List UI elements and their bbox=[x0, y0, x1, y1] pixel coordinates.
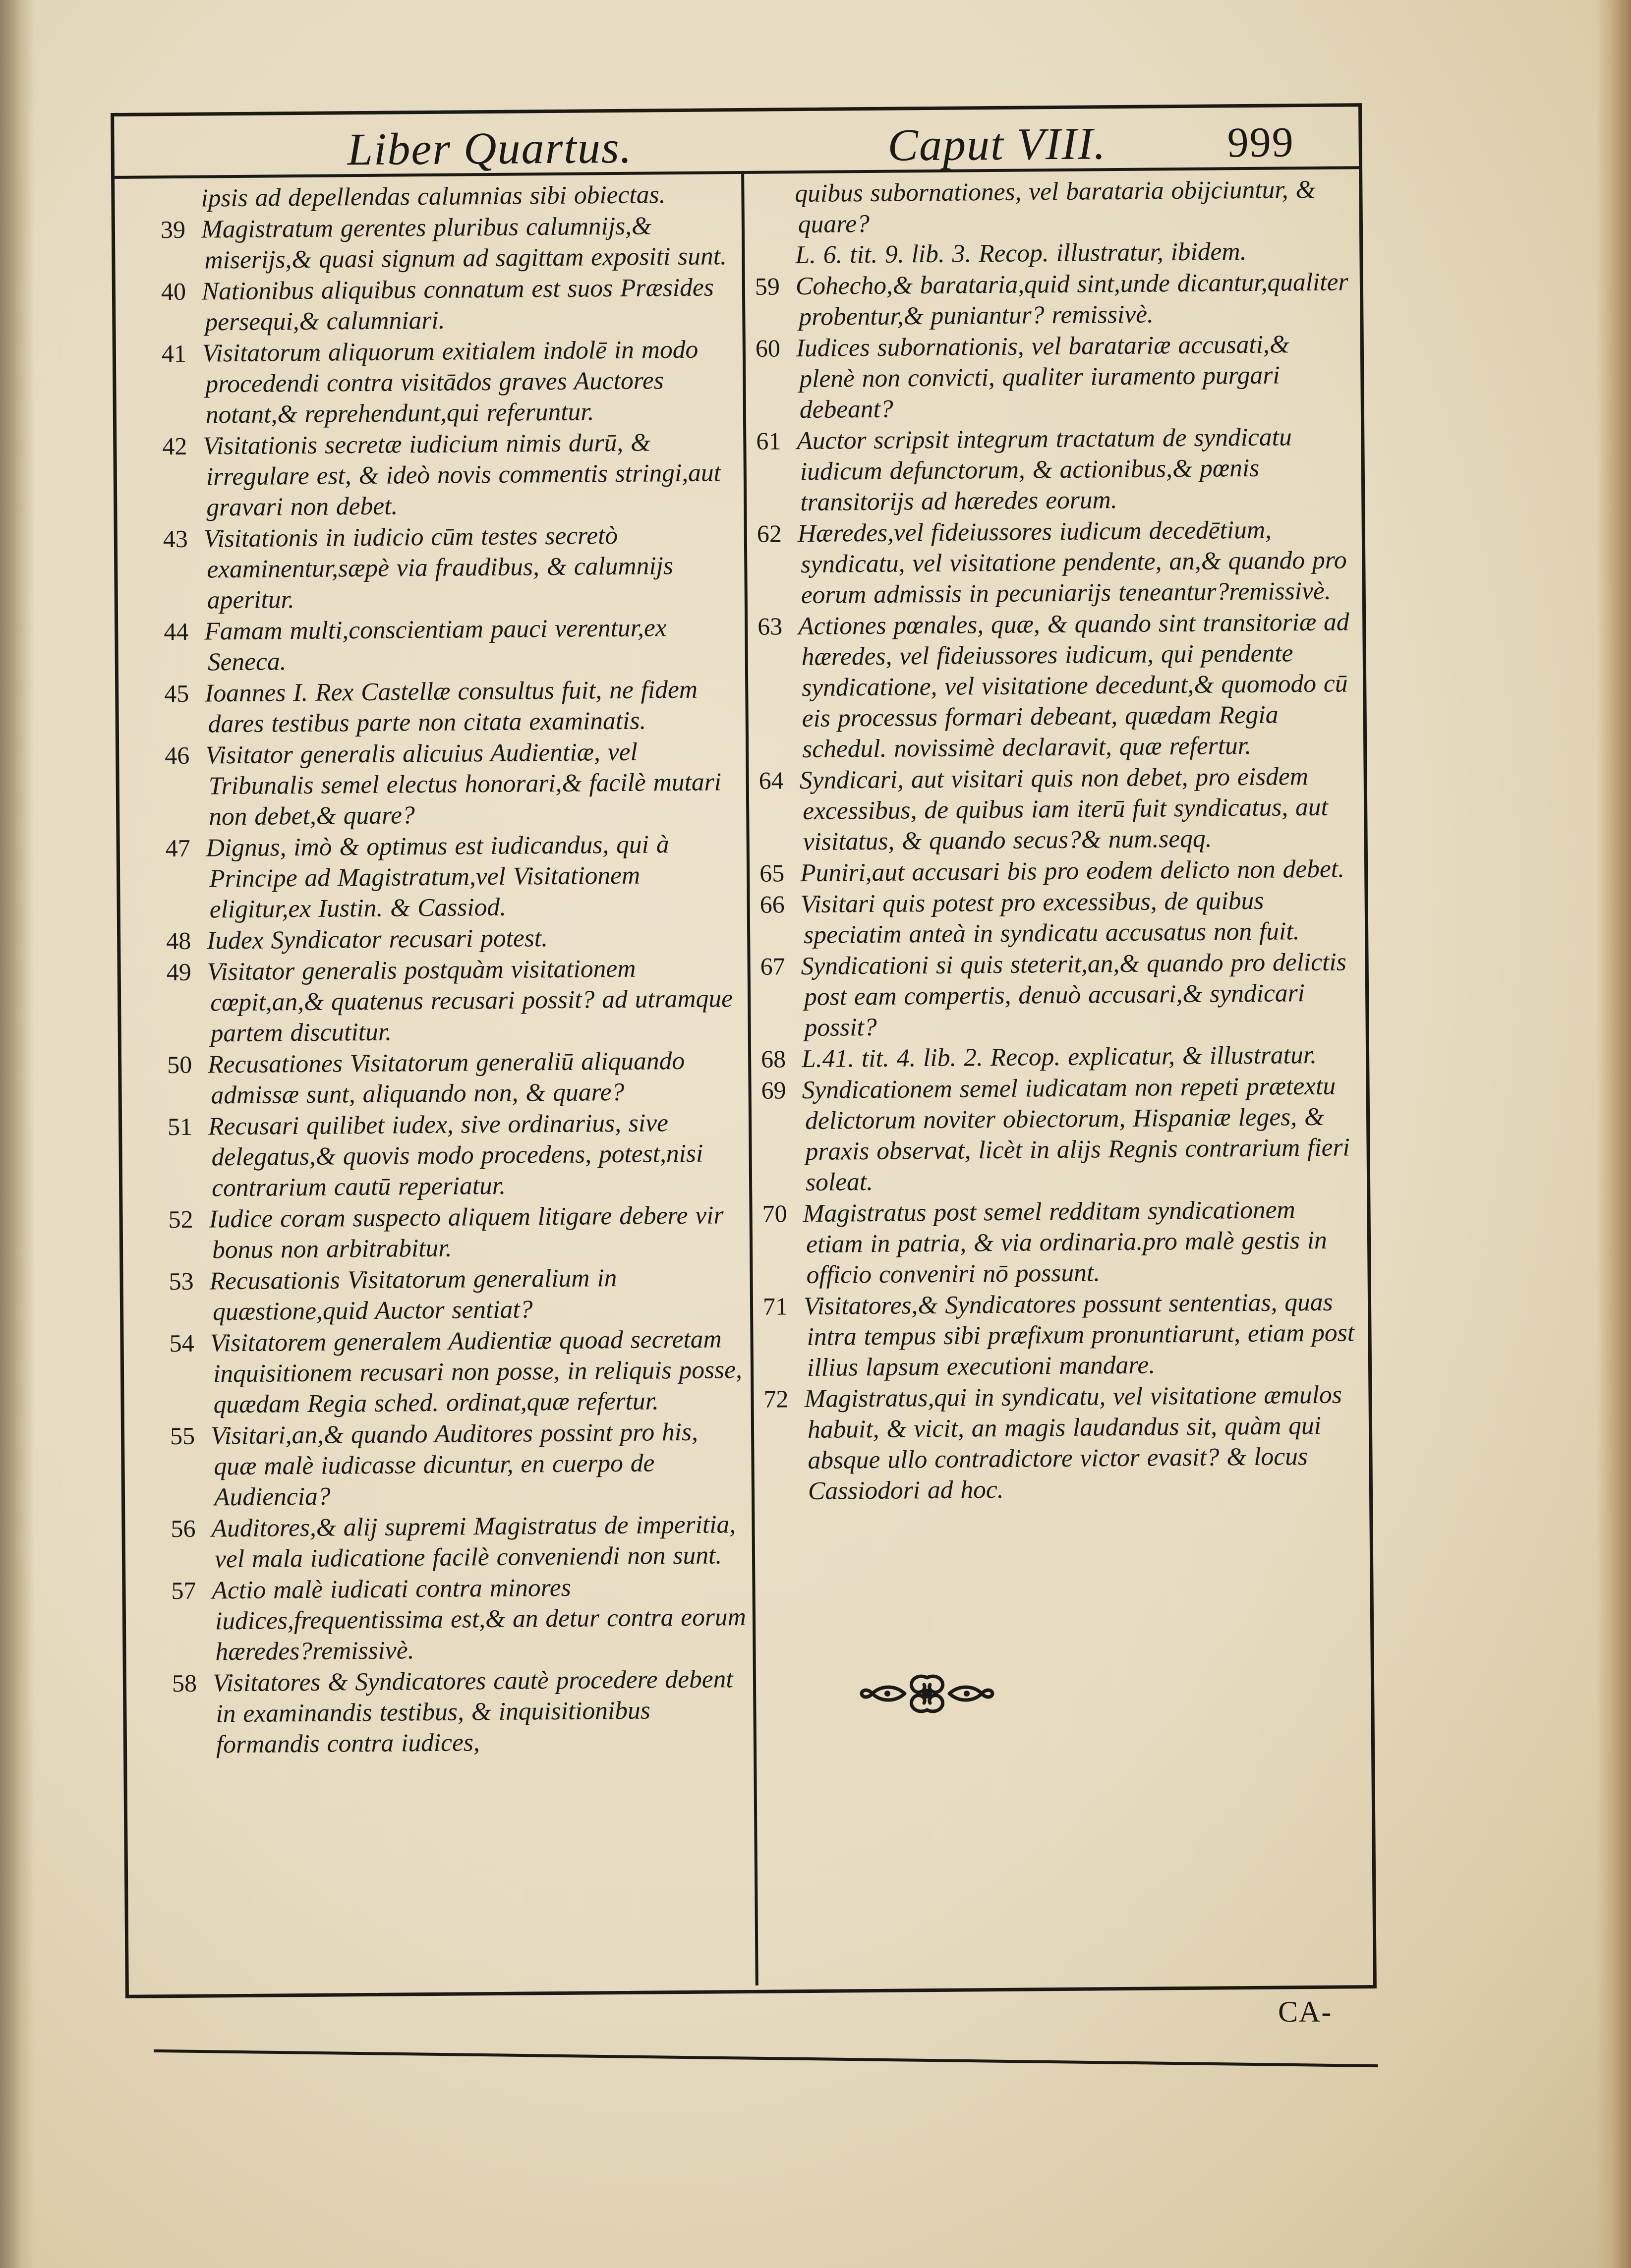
entry-number: 45 bbox=[164, 679, 189, 708]
summary-entry bbox=[756, 421, 1351, 518]
entry-text: Famam multi,conscientiam pauci verentur,ex Seneca. bbox=[204, 614, 667, 677]
summary-entry bbox=[761, 1039, 1356, 1075]
entry-number: 69 bbox=[761, 1076, 786, 1104]
entry-number: 40 bbox=[161, 277, 186, 306]
entry-number: 41 bbox=[161, 339, 187, 368]
summary-entry bbox=[170, 1416, 746, 1513]
entry-text: Magistratum gerentes pluribus calumnijs,& miserijs,& quasi signum ad sagittam expositi sunt. bbox=[201, 212, 727, 275]
entry-number: 72 bbox=[763, 1385, 789, 1413]
left-column bbox=[160, 179, 748, 1760]
entry-number: 63 bbox=[757, 612, 783, 640]
entry-number: 60 bbox=[755, 334, 781, 362]
entry-number: 48 bbox=[166, 926, 191, 955]
entry-number: 67 bbox=[760, 952, 785, 980]
running-head-book: Liber Quartus. bbox=[347, 121, 633, 175]
entry-text: Auditores,& alij supremi Magistratus de imperitia, vel mala iudicatione facilè conveniendi non sunt. bbox=[211, 1510, 736, 1574]
summary-entry bbox=[757, 513, 1352, 611]
entry-text: Magistratus post semel redditam syndicationem etiam in patria, & via ordinaria.pro malè gestis in officio conveniri nō possunt. bbox=[803, 1195, 1328, 1290]
entry-number: 46 bbox=[165, 741, 190, 770]
entry-text: quibus subornationes, vel barataria obijciuntur, & quare? bbox=[795, 175, 1316, 239]
entry-text: Syndicari, aut visitari quis non debet, pro eisdem excessibus, de quibus iam iterū fuit syndicatus, aut visitatus, & quando secus?& num.seqq. bbox=[799, 762, 1329, 856]
entry-text: Iudices subornationis, vel baratariæ accusati,& plenè non convicti, qualiter iuramento purgari debeant? bbox=[796, 330, 1290, 424]
entry-text: Actiones pœnales, quæ, & quando sint transitoriæ ad hæredes, vel fideiussores iudicum, qui pendente syndicatione, vel visitatione decedunt,& quomodo cū eis processus formari debeant, quædam Regia schedul. novissimè declaravit, quæ refertur. bbox=[798, 608, 1349, 764]
summary-entry bbox=[762, 1193, 1357, 1291]
entry-number: 62 bbox=[757, 519, 782, 548]
summary-entry bbox=[168, 1199, 744, 1266]
summary-entry bbox=[760, 946, 1355, 1043]
page-number: 999 bbox=[1227, 118, 1295, 167]
entry-text: Visitatorum aliquorum exitialem indolē in modo procedendi contra visitādos graves Auctores notant,& reprehendunt,qui referuntur. bbox=[202, 335, 699, 429]
entry-text: Ioannes I. Rex Castellæ consultus fuit, ne fidem dares testibus parte non citata examinatis. bbox=[205, 675, 698, 738]
summary-entry bbox=[759, 853, 1354, 889]
summary-entry bbox=[168, 1107, 743, 1204]
entry-text: Syndicationi si quis steterit,an,& quando pro delictis post eam compertis, denuò accusari,& syndicari possit? bbox=[801, 948, 1346, 1042]
summary-entry bbox=[160, 179, 735, 214]
entry-text: Actio malè iudicati contra minores iudices,frequentissima est,& an detur contra eorum hæredes?remissivè. bbox=[212, 1573, 747, 1666]
entry-number: 56 bbox=[171, 1514, 196, 1543]
bottom-rule bbox=[154, 2049, 1378, 2067]
entry-number: 64 bbox=[758, 766, 784, 794]
summary-entry bbox=[166, 828, 741, 925]
entry-number: 58 bbox=[172, 1669, 197, 1698]
entry-text: Visitationis in iudicio cūm testes secretò examinentur,sæpè via fraudibus, & calumnijs aperitur. bbox=[203, 521, 674, 615]
entry-number bbox=[755, 263, 796, 264]
summary-entry bbox=[172, 1663, 748, 1760]
entry-number: 43 bbox=[163, 524, 188, 553]
summary-entry bbox=[167, 1045, 743, 1111]
entry-text: Visitatores & Syndicatores cautè procedere debent in examinandis testibus, & inquisitionibus formandis contra iudices, bbox=[212, 1665, 733, 1759]
entry-number: 39 bbox=[160, 215, 186, 244]
entry-text: Visitator generalis alicuius Audientiæ, vel Tribunalis semel electus honorari,& facilè mutari non debet,& quare? bbox=[205, 737, 722, 831]
fleuron-ornament-icon bbox=[858, 1668, 996, 1720]
summary-entry bbox=[759, 884, 1355, 951]
summary-entry bbox=[757, 606, 1353, 765]
spine-shadow bbox=[0, 0, 35, 2268]
entry-text: Puniri,aut accusari bis pro eodem delicto non debet. bbox=[800, 854, 1345, 888]
entry-number: 44 bbox=[164, 617, 189, 646]
entry-text: Visitari quis potest pro excessibus, de quibus speciatim anteà in syndicatu accusatus non fuit. bbox=[800, 886, 1300, 950]
summary-entry bbox=[171, 1571, 747, 1668]
summary-entry bbox=[761, 1070, 1357, 1198]
page-fore-edge bbox=[1596, 0, 1631, 2268]
summary-entry bbox=[161, 272, 737, 338]
summary-entry bbox=[758, 760, 1354, 857]
entry-text: Visitari,an,& quando Auditores possint pro his, quæ malè iudicasse dicuntur, en cuerpo de Audiencia? bbox=[210, 1418, 699, 1512]
summary-entry bbox=[161, 210, 736, 276]
entry-text: Visitator generalis postquàm visitationem cœpit,an,& quatenus recusari possit? ad utramque partem discutitur. bbox=[207, 954, 733, 1048]
entry-number: 42 bbox=[162, 432, 187, 460]
entry-number: 65 bbox=[759, 859, 785, 887]
summary-entry bbox=[163, 519, 739, 616]
entry-text: Iudice coram suspecto aliquem litigare debere vir bonus non arbitrabitur. bbox=[209, 1201, 724, 1264]
entry-text: Dignus, imò & optimus est iudicandus, qui à Principe ad Magistratum,vel Visitationem eligitur,ex Iustin. & Cassiod. bbox=[206, 830, 669, 924]
summary-entry bbox=[165, 736, 740, 833]
entry-text: Auctor scripsit integrum tractatum de syndicatu iudicum defunctorum, & actionibus,& pœnis transitorijs ad hæredes eorum. bbox=[797, 423, 1292, 517]
entry-number: 52 bbox=[168, 1205, 193, 1234]
summary-entry bbox=[169, 1261, 744, 1328]
summary-entry bbox=[164, 674, 740, 740]
entry-number: 54 bbox=[169, 1329, 194, 1358]
summary-entry bbox=[755, 235, 1349, 271]
summary-entry bbox=[763, 1286, 1358, 1383]
entry-number: 57 bbox=[171, 1576, 196, 1605]
entry-text: Recusationes Visitatorum generaliū aliquando admissæ sunt, aliquando non, & quare? bbox=[207, 1046, 685, 1110]
entry-text: Iudex Syndicator recusari potest. bbox=[206, 924, 548, 955]
summary-entry bbox=[162, 334, 737, 431]
entry-text: Visitationis secretæ iudicium nimis durū, & irregulare est, & ideò novis commentis stringi,aut gravari non debet. bbox=[203, 428, 721, 522]
entry-text: ipsis ad depellendas calumnias sibi obiectas. bbox=[201, 180, 666, 213]
summary-entry bbox=[164, 612, 739, 678]
summary-entry bbox=[171, 1509, 746, 1575]
summary-entry bbox=[763, 1379, 1359, 1507]
entry-text: Hæredes,vel fideiussores iudicum decedētium, syndicatu, vel visitatione pendente, an,& quando pro eorum admissis in pecuniarijs teneantur?remissivè. bbox=[797, 515, 1347, 610]
summary-entry bbox=[755, 266, 1350, 333]
entry-number: 47 bbox=[165, 834, 190, 862]
entry-text: Recusari quilibet iudex, sive ordinarius, sive delegatus,& quovis modo procedens, potest,nisi contrarium cautū reperiatur. bbox=[208, 1109, 703, 1202]
summary-entry bbox=[162, 426, 738, 523]
entry-text: Visitatorem generalem Audientiæ quoad secretam inquisitionem recusari non posse, in reliquis posse, quædam Regia sched. ordinat,quæ refertur. bbox=[210, 1325, 743, 1419]
entry-number: 59 bbox=[755, 272, 780, 300]
entry-text: Recusationis Visitatorum generalium in quæstione,quid Auctor sentiat? bbox=[209, 1264, 617, 1326]
entry-text: L. 6. tit. 9. lib. 3. Recop. illustratur, ibidem. bbox=[795, 237, 1247, 270]
entry-number: 53 bbox=[169, 1267, 194, 1296]
entry-text: Cohecho,& barataria,quid sint,unde dicantur,qualiter probentur,& puniantur? remissivè. bbox=[795, 268, 1348, 332]
summary-entry bbox=[756, 328, 1351, 425]
catchword: CA- bbox=[1278, 1995, 1333, 2028]
right-column bbox=[754, 174, 1359, 1507]
entry-number: 50 bbox=[167, 1050, 192, 1079]
entry-text: Visitatores,& Syndicatores possunt sententias, quas intra tempus sibi præfixum pronuntiarunt, etiam post illius lapsum executioni mandare. bbox=[803, 1288, 1355, 1382]
entry-number: 70 bbox=[762, 1199, 787, 1228]
entry-number: 66 bbox=[759, 890, 785, 918]
text-frame bbox=[111, 103, 1377, 1998]
running-head-chapter: Caput VIII. bbox=[887, 118, 1107, 170]
entry-number: 61 bbox=[756, 427, 781, 455]
entry-text: Magistratus,qui in syndicatu, vel visitatione æmulos habuit, & vicit, an magis laudandus sit, quàm qui absque ullo contradictore victor evasit? & locus Cassiodori ad hoc. bbox=[804, 1380, 1342, 1506]
summary-entry bbox=[166, 952, 742, 1049]
summary-entry bbox=[166, 921, 741, 957]
entry-number: 55 bbox=[170, 1421, 195, 1450]
entry-number: 49 bbox=[166, 958, 191, 986]
entry-text: Nationibus aliquibus connatum est suos Præsides persequi,& calumniari. bbox=[201, 273, 714, 337]
entry-text: Syndicationem semel iudicatam non repeti prætextu delictorum noviter obiectorum, Hispaniæ leges, & praxis observat, licèt in alijs Regnis contrarium fieri soleat. bbox=[802, 1072, 1350, 1197]
entry-number: 51 bbox=[167, 1112, 193, 1141]
entry-text: L.41. tit. 4. lib. 2. Recop. explicatur, & illustratur. bbox=[801, 1040, 1317, 1074]
summary-entry bbox=[754, 174, 1349, 240]
entry-number: 71 bbox=[762, 1292, 788, 1320]
entry-number: 68 bbox=[760, 1045, 786, 1073]
summary-entry bbox=[169, 1323, 745, 1420]
